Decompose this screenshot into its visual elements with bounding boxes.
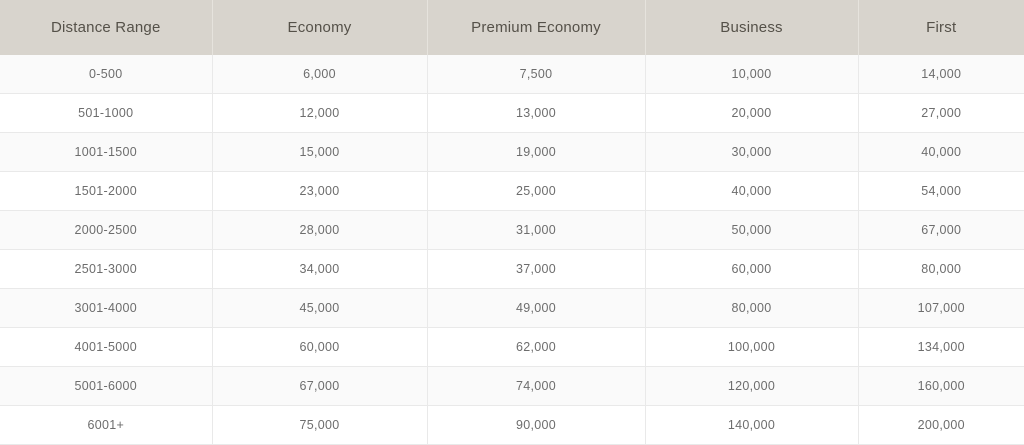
cell-economy: 45,000 — [212, 289, 427, 328]
cell-business: 50,000 — [645, 211, 858, 250]
cell-premium-economy: 37,000 — [427, 250, 645, 289]
table-row — [0, 289, 1024, 328]
table-body — [0, 55, 1024, 445]
cell-economy: 67,000 — [212, 367, 427, 406]
cell-business: 20,000 — [645, 94, 858, 133]
cell-premium-economy: 7,500 — [427, 55, 645, 94]
cell-business: 60,000 — [645, 250, 858, 289]
cell-distance-range: 5001-6000 — [0, 367, 212, 406]
table-row — [0, 172, 1024, 211]
cell-business: 80,000 — [645, 289, 858, 328]
cell-economy: 28,000 — [212, 211, 427, 250]
table-header — [0, 0, 1024, 55]
cell-economy: 23,000 — [212, 172, 427, 211]
cell-business: 10,000 — [645, 55, 858, 94]
cell-premium-economy: 25,000 — [427, 172, 645, 211]
cell-distance-range: 2000-2500 — [0, 211, 212, 250]
column-header-distance-range: Distance Range — [0, 0, 212, 55]
table-row — [0, 211, 1024, 250]
cell-first: 27,000 — [858, 94, 1024, 133]
cell-premium-economy: 31,000 — [427, 211, 645, 250]
cell-distance-range: 1001-1500 — [0, 133, 212, 172]
table-row — [0, 55, 1024, 94]
cell-first: 67,000 — [858, 211, 1024, 250]
cell-premium-economy: 74,000 — [427, 367, 645, 406]
cell-first: 54,000 — [858, 172, 1024, 211]
cell-business: 40,000 — [645, 172, 858, 211]
cell-first: 14,000 — [858, 55, 1024, 94]
cell-first: 134,000 — [858, 328, 1024, 367]
cell-distance-range: 6001+ — [0, 406, 212, 445]
cell-premium-economy: 62,000 — [427, 328, 645, 367]
table-row — [0, 328, 1024, 367]
cell-distance-range: 0-500 — [0, 55, 212, 94]
cell-first: 200,000 — [858, 406, 1024, 445]
column-header-premium-economy: Premium Economy — [427, 0, 645, 55]
cell-premium-economy: 13,000 — [427, 94, 645, 133]
table-row — [0, 250, 1024, 289]
cell-distance-range: 3001-4000 — [0, 289, 212, 328]
cell-economy: 15,000 — [212, 133, 427, 172]
table-row — [0, 94, 1024, 133]
cell-business: 140,000 — [645, 406, 858, 445]
table-row — [0, 367, 1024, 406]
table-header-row — [0, 0, 1024, 55]
cell-distance-range: 2501-3000 — [0, 250, 212, 289]
column-header-economy: Economy — [212, 0, 427, 55]
cell-premium-economy: 19,000 — [427, 133, 645, 172]
cell-economy: 60,000 — [212, 328, 427, 367]
table-row — [0, 406, 1024, 445]
cell-business: 120,000 — [645, 367, 858, 406]
cell-business: 30,000 — [645, 133, 858, 172]
cell-economy: 34,000 — [212, 250, 427, 289]
cell-first: 80,000 — [858, 250, 1024, 289]
cell-premium-economy: 49,000 — [427, 289, 645, 328]
cell-first: 107,000 — [858, 289, 1024, 328]
cell-economy: 6,000 — [212, 55, 427, 94]
column-header-business: Business — [645, 0, 858, 55]
cell-distance-range: 501-1000 — [0, 94, 212, 133]
cell-premium-economy: 90,000 — [427, 406, 645, 445]
cell-business: 100,000 — [645, 328, 858, 367]
cell-distance-range: 4001-5000 — [0, 328, 212, 367]
cell-economy: 75,000 — [212, 406, 427, 445]
column-header-first: First — [858, 0, 1024, 55]
cell-first: 160,000 — [858, 367, 1024, 406]
table-row — [0, 133, 1024, 172]
cell-distance-range: 1501-2000 — [0, 172, 212, 211]
cell-economy: 12,000 — [212, 94, 427, 133]
cell-first: 40,000 — [858, 133, 1024, 172]
